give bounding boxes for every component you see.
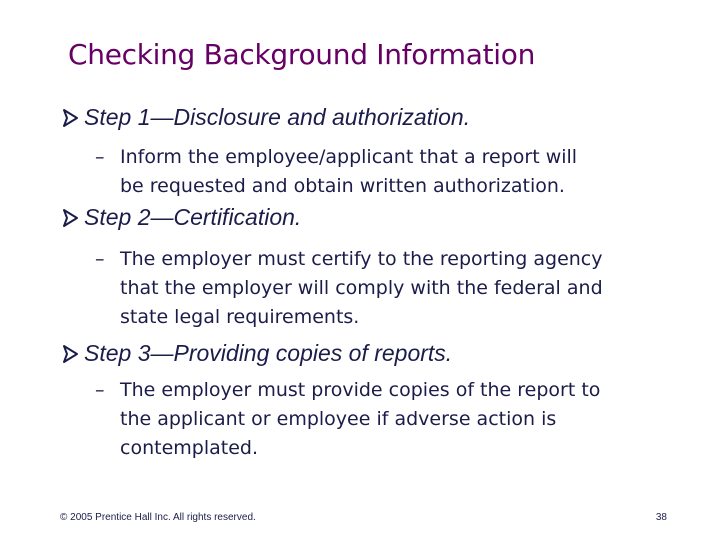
detail-line: be requested and obtain written authorization.: [120, 175, 565, 197]
detail-line: that the employer will comply with the federal and: [120, 277, 603, 299]
step-2-heading-text: Step 2—Certification.: [84, 204, 302, 230]
slide-title: Checking Background Information: [68, 38, 536, 71]
step-1-heading-text: Step 1—Disclosure and authorization.: [84, 104, 471, 130]
dash-marker: –: [95, 146, 105, 168]
detail-line: state legal requirements.: [120, 306, 360, 328]
dash-marker: –: [95, 248, 105, 270]
step-3-heading-text: Step 3—Providing copies of reports.: [84, 340, 453, 366]
page-number: 38: [655, 512, 667, 523]
step-2-heading: [62, 204, 301, 231]
arrow-bullet-icon: [62, 104, 84, 128]
step-1-detail: [95, 143, 577, 201]
arrow-bullet-icon: [62, 340, 84, 364]
detail-line: contemplated.: [120, 437, 258, 459]
dash-marker: –: [95, 379, 105, 401]
detail-line: The employer must provide copies of the report to: [120, 379, 601, 401]
detail-line: the applicant or employee if adverse action is: [120, 408, 557, 430]
step-1-heading: [62, 104, 470, 131]
step-3-heading: [62, 340, 452, 367]
copyright-notice: © 2005 Prentice Hall Inc. All rights reserved.: [60, 512, 256, 523]
arrow-bullet-icon: [62, 204, 84, 228]
step-2-detail: [95, 245, 603, 332]
step-3-detail: [95, 376, 600, 463]
detail-line: Inform the employee/applicant that a report will: [120, 146, 578, 168]
detail-line: The employer must certify to the reporting agency: [120, 248, 603, 270]
